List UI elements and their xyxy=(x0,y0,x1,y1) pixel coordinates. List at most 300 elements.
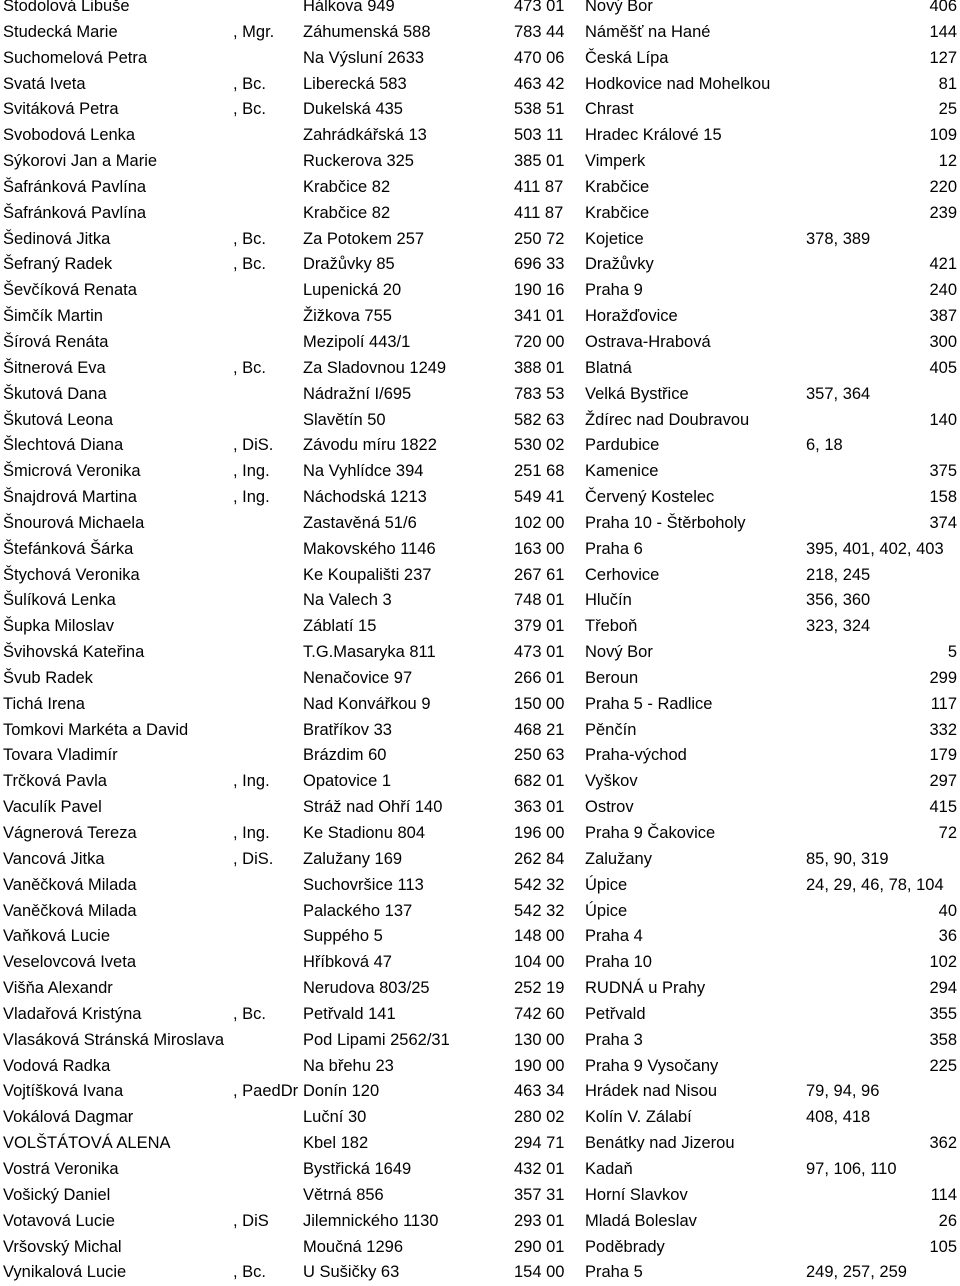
person-name: Švihovská Kateřina xyxy=(3,643,145,662)
person-name: Štefánková Šárka xyxy=(3,539,134,558)
person-name: Svobodová Lenka xyxy=(3,126,136,145)
postal-code: 363 01 xyxy=(514,798,565,817)
city-name: Krabčice xyxy=(585,203,650,222)
city-name: Horažďovice xyxy=(585,307,678,326)
street-address: Nerudova 803/25 xyxy=(303,979,430,998)
person-name: Šupka Miloslav xyxy=(3,617,114,636)
person-name: Vlasáková Stránská Miroslava xyxy=(3,1030,225,1049)
table-row xyxy=(0,20,960,46)
person-name: Šedinová Jitka xyxy=(3,229,111,248)
postal-code: 538 51 xyxy=(514,100,565,119)
table-row xyxy=(0,614,960,640)
street-address: Za Potokem 257 xyxy=(303,229,425,248)
page-references: 406 xyxy=(929,0,957,15)
street-address: Dukelská 435 xyxy=(303,100,403,119)
person-name: Šimčík Martin xyxy=(3,307,103,326)
page-references: 144 xyxy=(929,22,957,41)
postal-code: 262 84 xyxy=(514,849,565,868)
table-row xyxy=(0,97,960,123)
table-row xyxy=(0,511,960,537)
table-row xyxy=(0,1131,960,1157)
person-name: Vošický Daniel xyxy=(3,1185,111,1204)
city-name: Horní Slavkov xyxy=(585,1185,688,1204)
postal-code: 696 33 xyxy=(514,255,565,274)
academic-title: , Bc. xyxy=(233,1263,267,1282)
city-name: Vyškov xyxy=(585,772,638,791)
city-name: RUDNÁ u Prahy xyxy=(585,979,706,998)
table-row xyxy=(0,1079,960,1105)
table-row xyxy=(0,537,960,563)
table-row xyxy=(0,640,960,666)
person-name: Šnajdrová Martina xyxy=(3,488,137,507)
postal-code: 682 01 xyxy=(514,772,565,791)
page-references: 300 xyxy=(929,332,957,351)
academic-title: , Ing. xyxy=(233,824,270,842)
page-references: 405 xyxy=(929,358,957,377)
street-address: Ke Stadionu 804 xyxy=(303,824,426,842)
city-name: Praha-východ xyxy=(585,746,687,765)
page-references: 127 xyxy=(929,48,957,67)
person-name: Tichá Irena xyxy=(3,694,85,713)
person-name: Tovara Vladimír xyxy=(3,746,118,765)
postal-code: 432 01 xyxy=(514,1159,565,1178)
table-row xyxy=(0,175,960,201)
table-row xyxy=(0,718,960,744)
city-name: Praha 10 xyxy=(585,953,652,972)
person-name: Vágnerová Tereza xyxy=(3,824,137,842)
table-row xyxy=(0,459,960,485)
table-row xyxy=(0,588,960,614)
street-address: Hálkova 949 xyxy=(303,0,395,15)
table-row xyxy=(0,1183,960,1209)
street-address: Zahrádkářská 13 xyxy=(303,126,427,145)
city-name: Praha 5 - Radlice xyxy=(585,694,713,713)
postal-code: 411 87 xyxy=(514,203,564,222)
person-name: Šefraný Radek xyxy=(3,255,113,274)
table-row xyxy=(0,1260,960,1286)
person-name: Svatá Iveta xyxy=(3,74,86,93)
street-address: Na Valech 3 xyxy=(303,591,392,610)
academic-title: , Ing. xyxy=(233,462,270,481)
page-references: 415 xyxy=(929,798,957,817)
postal-code: 357 31 xyxy=(514,1185,565,1204)
street-address: Slavětín 50 xyxy=(303,410,386,429)
person-name: Vostrá Veronika xyxy=(3,1159,119,1178)
street-address: Stráž nad Ohří 140 xyxy=(303,798,443,817)
postal-code: 473 01 xyxy=(514,643,565,662)
street-address: Pod Lipami 2562/31 xyxy=(303,1030,450,1049)
street-address: Palackého 137 xyxy=(303,901,413,920)
city-name: Poděbrady xyxy=(585,1237,665,1256)
street-address: Za Sladovnou 1249 xyxy=(303,358,447,377)
city-name: Mladá Boleslav xyxy=(585,1211,697,1230)
city-name: Cerhovice xyxy=(585,565,660,584)
table-row xyxy=(0,743,960,769)
postal-code: 379 01 xyxy=(514,617,565,636)
street-address: Brázdim 60 xyxy=(303,746,387,765)
city-name: Praha 9 Vysočany xyxy=(585,1056,719,1075)
page-references: 395, 401, 402, 403 xyxy=(806,539,944,558)
postal-code: 250 63 xyxy=(514,746,565,765)
postal-code: 463 34 xyxy=(514,1082,565,1101)
person-name: Vodová Radka xyxy=(3,1056,111,1075)
postal-code: 293 01 xyxy=(514,1211,565,1230)
page-references: 387 xyxy=(929,307,957,326)
page-references: 102 xyxy=(929,953,957,972)
postal-code: 783 44 xyxy=(514,22,565,41)
person-name: Šírová Renáta xyxy=(3,332,109,351)
postal-code: 503 11 xyxy=(514,126,564,145)
page-references: 239 xyxy=(929,203,957,222)
street-address: Krabčice 82 xyxy=(303,203,391,222)
person-name: VOLŠTÁTOVÁ ALENA xyxy=(3,1134,171,1153)
table-row xyxy=(0,1209,960,1235)
postal-code: 190 16 xyxy=(514,281,565,300)
person-name: Vršovský Michal xyxy=(3,1237,122,1256)
person-name: Tomkovi Markéta a David xyxy=(3,720,189,739)
table-row xyxy=(0,899,960,925)
page-references: 323, 324 xyxy=(806,617,871,636)
academic-title: , Bc. xyxy=(233,358,267,377)
page-references: 85, 90, 319 xyxy=(806,849,889,868)
street-address: Bystřická 1649 xyxy=(303,1159,412,1178)
academic-title: , Bc. xyxy=(233,74,267,93)
academic-title: , PaedDr xyxy=(233,1082,299,1101)
street-address: Zalužany 169 xyxy=(303,849,403,868)
page-references: 356, 360 xyxy=(806,591,871,610)
postal-code: 102 00 xyxy=(514,513,565,532)
street-address: Donín 120 xyxy=(303,1082,380,1101)
page-references: 375 xyxy=(929,462,957,481)
street-address: Petřvald 141 xyxy=(303,1004,396,1023)
city-name: Kamenice xyxy=(585,462,659,481)
table-row xyxy=(0,433,960,459)
table-row xyxy=(0,0,960,20)
postal-code: 250 72 xyxy=(514,229,565,248)
city-name: Kadaň xyxy=(585,1159,633,1178)
street-address: T.G.Masaryka 811 xyxy=(303,643,436,662)
page-references: 249, 257, 259 xyxy=(806,1263,907,1282)
page-references: 297 xyxy=(929,772,957,791)
city-name: Praha 5 xyxy=(585,1263,643,1282)
page-references: 105 xyxy=(929,1237,957,1256)
postal-code: 742 60 xyxy=(514,1004,565,1023)
postal-code: 294 71 xyxy=(514,1134,565,1153)
postal-code: 251 68 xyxy=(514,462,565,481)
city-name: Beroun xyxy=(585,668,639,687)
page-references: 40 xyxy=(938,901,957,920)
postal-code: 130 00 xyxy=(514,1030,565,1049)
person-name: Švub Radek xyxy=(3,668,93,687)
page-references: 109 xyxy=(929,126,957,145)
person-name: Svitáková Petra xyxy=(3,100,119,119)
street-address: Záhumenská 588 xyxy=(303,22,431,41)
table-row xyxy=(0,821,960,847)
table-row xyxy=(0,1028,960,1054)
postal-code: 252 19 xyxy=(514,979,565,998)
page-references: 158 xyxy=(929,488,957,507)
postal-code: 470 06 xyxy=(514,48,565,67)
street-address: Kbel 182 xyxy=(303,1134,369,1153)
page-references: 114 xyxy=(930,1185,957,1204)
postal-code: 190 00 xyxy=(514,1056,565,1075)
table-row xyxy=(0,976,960,1002)
page-references: 378, 389 xyxy=(806,229,871,248)
person-name: Višňa Alexandr xyxy=(3,979,113,998)
table-row xyxy=(0,1105,960,1131)
city-name: Nový Bor xyxy=(585,0,653,15)
street-address: Ruckerova 325 xyxy=(303,152,414,171)
city-name: Chrast xyxy=(585,100,634,119)
postal-code: 463 42 xyxy=(514,74,565,93)
postal-code: 530 02 xyxy=(514,436,565,455)
person-name: Šulíková Lenka xyxy=(3,591,116,610)
street-address: Na Vyhlídce 394 xyxy=(303,462,424,481)
table-row xyxy=(0,795,960,821)
person-name: Studecká Marie xyxy=(3,22,118,41)
city-name: Benátky nad Jizerou xyxy=(585,1134,735,1153)
postal-code: 388 01 xyxy=(514,358,565,377)
street-address: Suppého 5 xyxy=(303,927,383,946)
page-references: 355 xyxy=(929,1004,957,1023)
table-row xyxy=(0,924,960,950)
page-references: 357, 364 xyxy=(806,384,871,403)
page-references: 179 xyxy=(929,746,957,765)
postal-code: 468 21 xyxy=(514,720,565,739)
city-name: Vimperk xyxy=(585,152,646,171)
postal-code: 549 41 xyxy=(514,488,565,507)
city-name: Petřvald xyxy=(585,1004,646,1023)
city-name: Krabčice xyxy=(585,177,650,196)
academic-title: , Ing. xyxy=(233,772,270,791)
table-row xyxy=(0,666,960,692)
academic-title: , DiS. xyxy=(233,436,274,455)
academic-title: , DiS xyxy=(233,1211,269,1230)
postal-code: 341 01 xyxy=(514,307,565,326)
person-name: Šlechtová Diana xyxy=(3,436,124,455)
table-row xyxy=(0,149,960,175)
table-row xyxy=(0,123,960,149)
person-name: Šafránková Pavlína xyxy=(3,177,147,196)
street-address: Nádražní I/695 xyxy=(303,384,412,403)
page-references: 421 xyxy=(929,255,957,274)
city-name: Ostrava-Hrabová xyxy=(585,332,711,351)
person-name: Ševčíková Renata xyxy=(3,281,137,300)
person-name: Trčková Pavla xyxy=(3,772,107,791)
academic-title: , Bc. xyxy=(233,255,267,274)
city-name: Blatná xyxy=(585,358,632,377)
person-name: Štychová Veronika xyxy=(3,565,140,584)
street-address: U Sušičky 63 xyxy=(303,1263,400,1282)
street-address: Na Výsluní 2633 xyxy=(303,48,425,67)
person-name: Vojtíšková Ivana xyxy=(3,1082,124,1101)
table-row xyxy=(0,769,960,795)
street-address: Dražůvky 85 xyxy=(303,255,395,274)
page-references: 81 xyxy=(938,74,957,93)
street-address: Suchovršice 113 xyxy=(303,875,424,894)
city-name: Dražůvky xyxy=(585,255,654,274)
street-address: Zastavěná 51/6 xyxy=(303,513,417,532)
table-row xyxy=(0,201,960,227)
street-address: Náchodská 1213 xyxy=(303,488,427,507)
street-address: Závodu míru 1822 xyxy=(303,436,437,455)
street-address: Makovského 1146 xyxy=(303,539,436,558)
person-name: Vaněčková Milada xyxy=(3,901,137,920)
page-references: 36 xyxy=(938,927,957,946)
page-references: 240 xyxy=(929,281,957,300)
street-address: Liberecká 583 xyxy=(303,74,407,93)
postal-code: 104 00 xyxy=(514,953,565,972)
person-name: Vancová Jitka xyxy=(3,849,105,868)
city-name: Ždírec nad Doubravou xyxy=(585,410,750,429)
academic-title: , Bc. xyxy=(233,1004,267,1023)
person-name: Vaňková Lucie xyxy=(3,927,111,946)
table-row xyxy=(0,1054,960,1080)
person-name: Vladařová Kristýna xyxy=(3,1004,142,1023)
table-row xyxy=(0,1157,960,1183)
postal-code: 748 01 xyxy=(514,591,565,610)
page-references: 220 xyxy=(929,177,957,196)
page-references: 362 xyxy=(929,1134,957,1153)
street-address: Záblatí 15 xyxy=(303,617,377,636)
city-name: Praha 9 xyxy=(585,281,643,300)
table-row xyxy=(0,950,960,976)
city-name: Úpice xyxy=(585,901,628,920)
person-name: Šafránková Pavlína xyxy=(3,203,147,222)
person-name: Šnourová Michaela xyxy=(3,513,145,532)
academic-title: , Mgr. xyxy=(233,22,275,41)
page-references: 408, 418 xyxy=(806,1108,871,1127)
academic-title: , Bc. xyxy=(233,100,267,119)
postal-code: 290 01 xyxy=(514,1237,565,1256)
city-name: Hlučín xyxy=(585,591,632,610)
postal-code: 196 00 xyxy=(514,824,565,842)
city-name: Praha 4 xyxy=(585,927,643,946)
table-row xyxy=(0,1002,960,1028)
street-address: Moučná 1296 xyxy=(303,1237,403,1256)
page-references: 374 xyxy=(929,513,957,532)
street-address: Krabčice 82 xyxy=(303,177,391,196)
page-references: 140 xyxy=(929,410,957,429)
street-address: Nenačovice 97 xyxy=(303,668,413,687)
street-address: Hříbková 47 xyxy=(303,953,392,972)
street-address: Ke Koupališti 237 xyxy=(303,565,432,584)
postal-code: 542 32 xyxy=(514,901,565,920)
postal-code: 163 00 xyxy=(514,539,565,558)
person-name: Suchomelová Petra xyxy=(3,48,147,67)
street-address: Luční 30 xyxy=(303,1108,367,1127)
table-row xyxy=(0,278,960,304)
postal-code: 473 01 xyxy=(514,0,565,15)
street-address: Nad Konvářkou 9 xyxy=(303,694,431,713)
person-name: Vynikalová Lucie xyxy=(3,1263,127,1282)
city-name: Třeboň xyxy=(585,617,638,636)
academic-title: , DiS. xyxy=(233,849,274,868)
page-references: 299 xyxy=(929,668,957,687)
person-name: Veselovcová Iveta xyxy=(3,953,136,972)
academic-title: , Ing. xyxy=(233,488,270,507)
city-name: Kojetice xyxy=(585,229,644,248)
postal-code: 148 00 xyxy=(514,927,565,946)
academic-title: , Bc. xyxy=(233,229,267,248)
street-address: Na břehu 23 xyxy=(303,1056,394,1075)
table-row xyxy=(0,563,960,589)
street-address: Žižkova 755 xyxy=(303,307,392,326)
page-references: 5 xyxy=(947,643,957,662)
street-address: Mezipolí 443/1 xyxy=(303,332,411,351)
city-name: Zalužany xyxy=(585,849,652,868)
person-name: Vaněčková Milada xyxy=(3,875,137,894)
postal-code: 582 63 xyxy=(514,410,565,429)
page-references: 117 xyxy=(930,694,957,713)
table-row xyxy=(0,873,960,899)
street-address: Opatovice 1 xyxy=(303,772,392,791)
postal-code: 267 61 xyxy=(514,565,565,584)
postal-code: 266 01 xyxy=(514,668,565,687)
page-references: 332 xyxy=(929,720,957,739)
city-name: Pěnčín xyxy=(585,720,637,739)
page-references: 24, 29, 46, 78, 104 xyxy=(806,875,944,894)
person-name: Vaculík Pavel xyxy=(3,798,102,817)
city-name: Praha 9 Čakovice xyxy=(585,824,716,842)
page-references: 6, 18 xyxy=(806,436,843,455)
city-name: Nový Bor xyxy=(585,643,653,662)
table-row xyxy=(0,304,960,330)
city-name: Praha 3 xyxy=(585,1030,643,1049)
table-row xyxy=(0,1235,960,1261)
city-name: Hradec Králové 15 xyxy=(585,126,722,145)
city-name: Velká Bystřice xyxy=(585,384,689,403)
city-name: Úpice xyxy=(585,875,628,894)
table-row xyxy=(0,46,960,72)
person-name: Škutová Dana xyxy=(3,384,107,403)
page-references: 358 xyxy=(929,1030,957,1049)
table-row xyxy=(0,356,960,382)
city-name: Ostrov xyxy=(585,798,634,817)
page-references: 79, 94, 96 xyxy=(806,1082,880,1101)
person-name: Stodolová Libuše xyxy=(3,0,130,15)
city-name: Praha 6 xyxy=(585,539,643,558)
table-row xyxy=(0,382,960,408)
page-references: 25 xyxy=(938,100,957,119)
postal-code: 411 87 xyxy=(514,177,564,196)
postal-code: 385 01 xyxy=(514,152,565,171)
postal-code: 154 00 xyxy=(514,1263,565,1282)
page-references: 72 xyxy=(938,824,957,842)
person-name: Šmicrová Veronika xyxy=(3,462,141,481)
page-references: 294 xyxy=(929,979,957,998)
page-references: 97, 106, 110 xyxy=(806,1159,897,1178)
street-address: Bratříkov 33 xyxy=(303,720,392,739)
postal-code: 783 53 xyxy=(514,384,565,403)
city-name: Kolín V. Zálabí xyxy=(585,1108,692,1127)
city-name: Náměšť na Hané xyxy=(585,22,711,41)
city-name: Česká Lípa xyxy=(585,48,669,67)
page-references: 218, 245 xyxy=(806,565,871,584)
city-name: Hrádek nad Nisou xyxy=(585,1082,718,1101)
person-name: Vokálová Dagmar xyxy=(3,1108,134,1127)
table-row xyxy=(0,72,960,98)
table-row xyxy=(0,847,960,873)
postal-code: 542 32 xyxy=(514,875,565,894)
city-name: Praha 10 - Štěrboholy xyxy=(585,513,746,532)
street-address: Lupenická 20 xyxy=(303,281,402,300)
city-name: Pardubice xyxy=(585,436,660,455)
table-row xyxy=(0,408,960,434)
postal-code: 150 00 xyxy=(514,694,565,713)
page-references: 26 xyxy=(938,1211,957,1230)
person-name: Šitnerová Eva xyxy=(3,358,106,377)
